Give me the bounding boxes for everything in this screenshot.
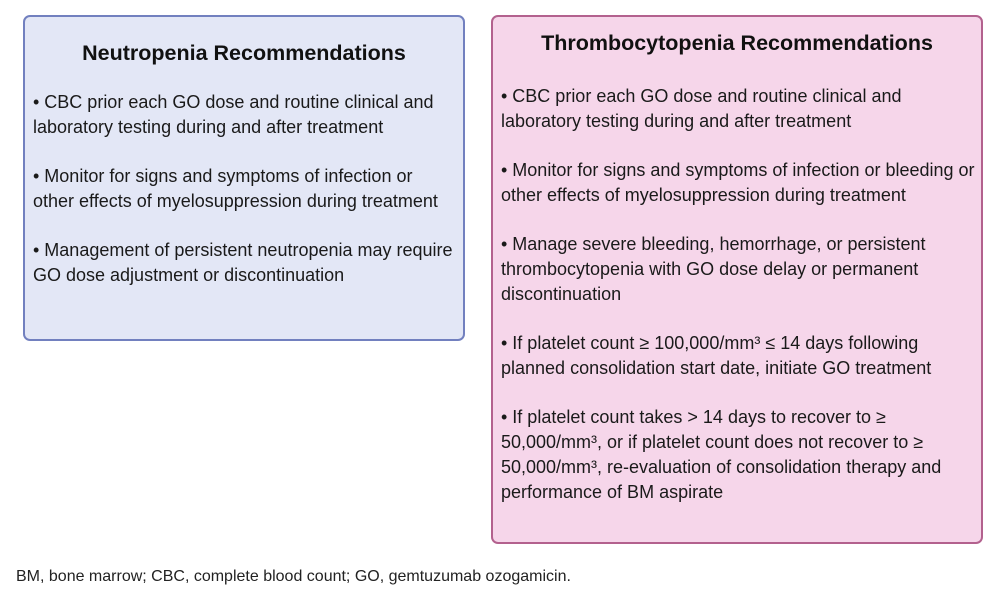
figure-caption: BM, bone marrow; CBC, complete blood count; GO, gemtuzumab ozogamicin.	[16, 568, 571, 585]
thrombocytopenia-bullet: • If platelet count takes > 14 days to recover to ≥ 50,000/mm³, or if platelet count does not recover to ≥ 50,000/mm³, re-evaluation of consolidation therapy and performance of BM aspirate	[501, 407, 942, 502]
thrombocytopenia-bullet: • Manage severe bleeding, hemorrhage, or persistent thrombocytopenia with GO dose delay or permanent discontinuation	[501, 234, 926, 304]
neutropenia-panel	[23, 15, 465, 341]
neutropenia-title: Neutropenia Recommendations	[82, 41, 406, 65]
thrombocytopenia-title: Thrombocytopenia Recommendations	[541, 31, 933, 55]
thrombocytopenia-bullet: • If platelet count ≥ 100,000/mm³ ≤ 14 days following planned consolidation start date, initiate GO treatment	[501, 333, 932, 378]
neutropenia-bullet: • CBC prior each GO dose and routine clinical and laboratory testing during and after treatment	[33, 92, 434, 137]
thrombocytopenia-bullet: • Monitor for signs and symptoms of infection or bleeding or other effects of myelosuppression during treatment	[501, 160, 975, 205]
neutropenia-bullet: • Monitor for signs and symptoms of infection or other effects of myelosuppression during treatment	[33, 166, 438, 211]
thrombocytopenia-bullet: • CBC prior each GO dose and routine clinical and laboratory testing during and after treatment	[501, 86, 902, 131]
thrombocytopenia-panel	[491, 15, 983, 544]
neutropenia-bullet: • Management of persistent neutropenia may require GO dose adjustment or discontinuation	[33, 240, 453, 285]
